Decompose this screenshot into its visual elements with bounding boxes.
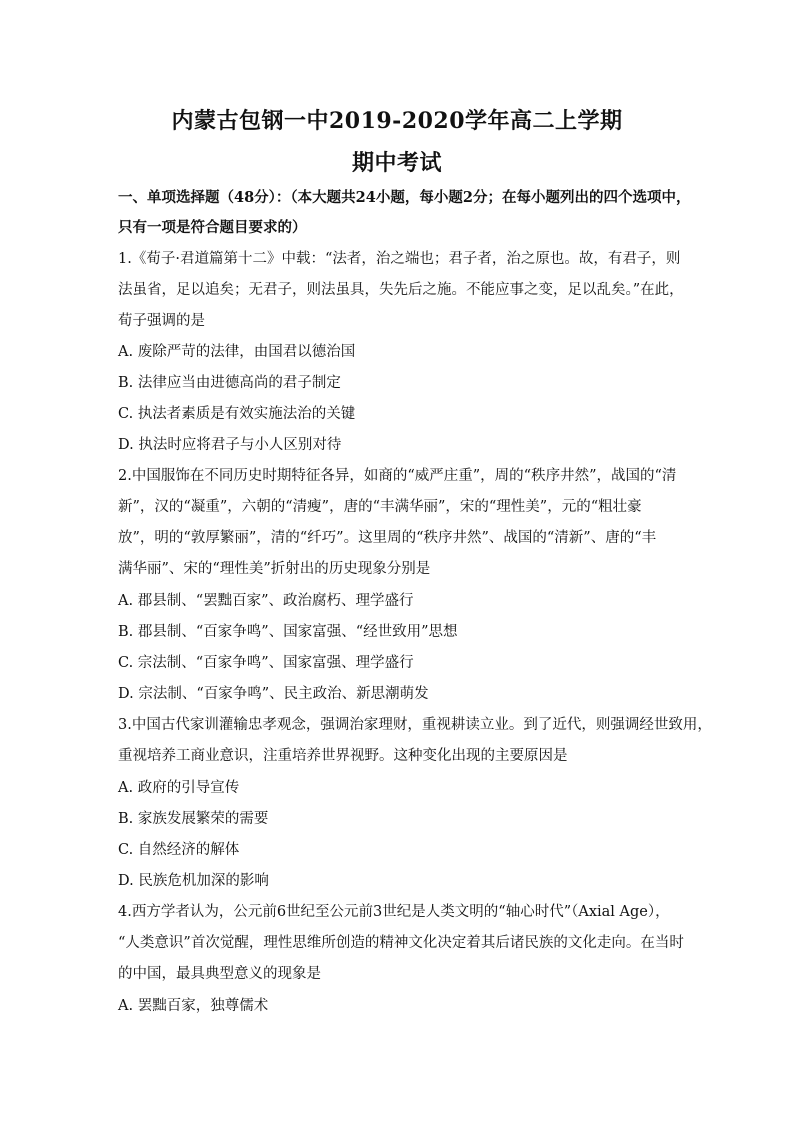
question-2-option-c: C. 宗法制、“百家争鸣”、国家富强、理学盛行 [118, 655, 414, 671]
question-1-option-b: B. 法律应当由进德高尚的君子制定 [118, 375, 341, 391]
question-3-stem-line2: 重视培养工商业意识，注重培养世界视野。这种变化出现的主要原因是 [118, 748, 568, 764]
question-4-stem-line1: 4.西方学者认为，公元前6世纪至公元前3世纪是人类文明的“轴心时代”（Axial Age）， [118, 904, 670, 920]
question-1-stem-line1: 1.《荀子·君道篇第十二》中载：“法者，治之端也；君子者，治之原也。故，有君子，则 [118, 251, 681, 267]
question-4-stem-line2: “人类意识”首次觉醒，理性思维所创造的精神文化决定着其后诸民族的文化走向。在当时 [118, 935, 684, 951]
question-4-stem-line3: 的中国，最具典型意义的现象是 [118, 966, 321, 982]
question-3-stem-line1: 3.中国古代家训灌输忠孝观念，强调治家理财，重视耕读立业。到了近代，则强调经世致用， [118, 717, 712, 733]
question-3-option-d: D. 民族危机加深的影响 [118, 873, 269, 889]
question-1-option-d: D. 执法时应将君子与小人区别对待 [118, 437, 342, 453]
question-1-stem-line3: 荀子强调的是 [118, 313, 205, 329]
question-2-option-a: A. 郡县制、“罢黜百家”、政治腐朽、理学盛行 [118, 593, 414, 609]
document-subtitle: 期中考试 [351, 150, 442, 176]
question-4-option-a: A. 罢黜百家，独尊儒术 [118, 998, 269, 1014]
question-2-stem-line2: 新”，汉的“凝重”，六朝的“清瘦”，唐的“丰满华丽”，宋的“理性美”，元的“粗壮豪 [118, 499, 642, 515]
question-3-option-c: C. 自然经济的解体 [118, 842, 240, 858]
question-2-stem-line1: 2.中国服饰在不同历史时期特征各异，如商的“威严庄重”，周的“秩序井然”，战国的“清 [118, 468, 677, 484]
question-3-option-b: B. 家族发展繁荣的需要 [118, 811, 269, 827]
question-1-option-a: A. 废除严苛的法律，由国君以德治国 [118, 344, 356, 360]
section-instruction-line1: 一、单项选择题（48分）：（本大题共24小题，每小题2分；在每小题列出的四个选项中， [118, 189, 691, 206]
document-title: 内蒙古包钢一中2019-2020学年高二上学期 [171, 108, 623, 134]
question-2-option-d: D. 宗法制、“百家争鸣”、民主政治、新思潮萌发 [118, 686, 429, 702]
question-2-option-b: B. 郡县制、“百家争鸣”、国家富强、“经世致用”思想 [118, 624, 458, 640]
question-1-option-c: C. 执法者素质是有效实施法治的关键 [118, 406, 356, 422]
question-2-stem-line4: 满华丽”、宋的“理性美”折射出的历史现象分别是 [118, 561, 431, 577]
section-instruction-line2: 只有一项是符合题目要求的） [118, 219, 307, 236]
question-2-stem-line3: 放”，明的“敦厚繁丽”，清的“纤巧”。这里周的“秩序井然”、战国的“清新”、唐的“丰 [118, 530, 657, 546]
question-1-stem-line2: 法虽省，足以追矣；无君子，则法虽具，失先后之施。不能应事之变，足以乱矣。”在此， [118, 282, 684, 298]
question-3-option-a: A. 政府的引导宣传 [118, 780, 240, 796]
